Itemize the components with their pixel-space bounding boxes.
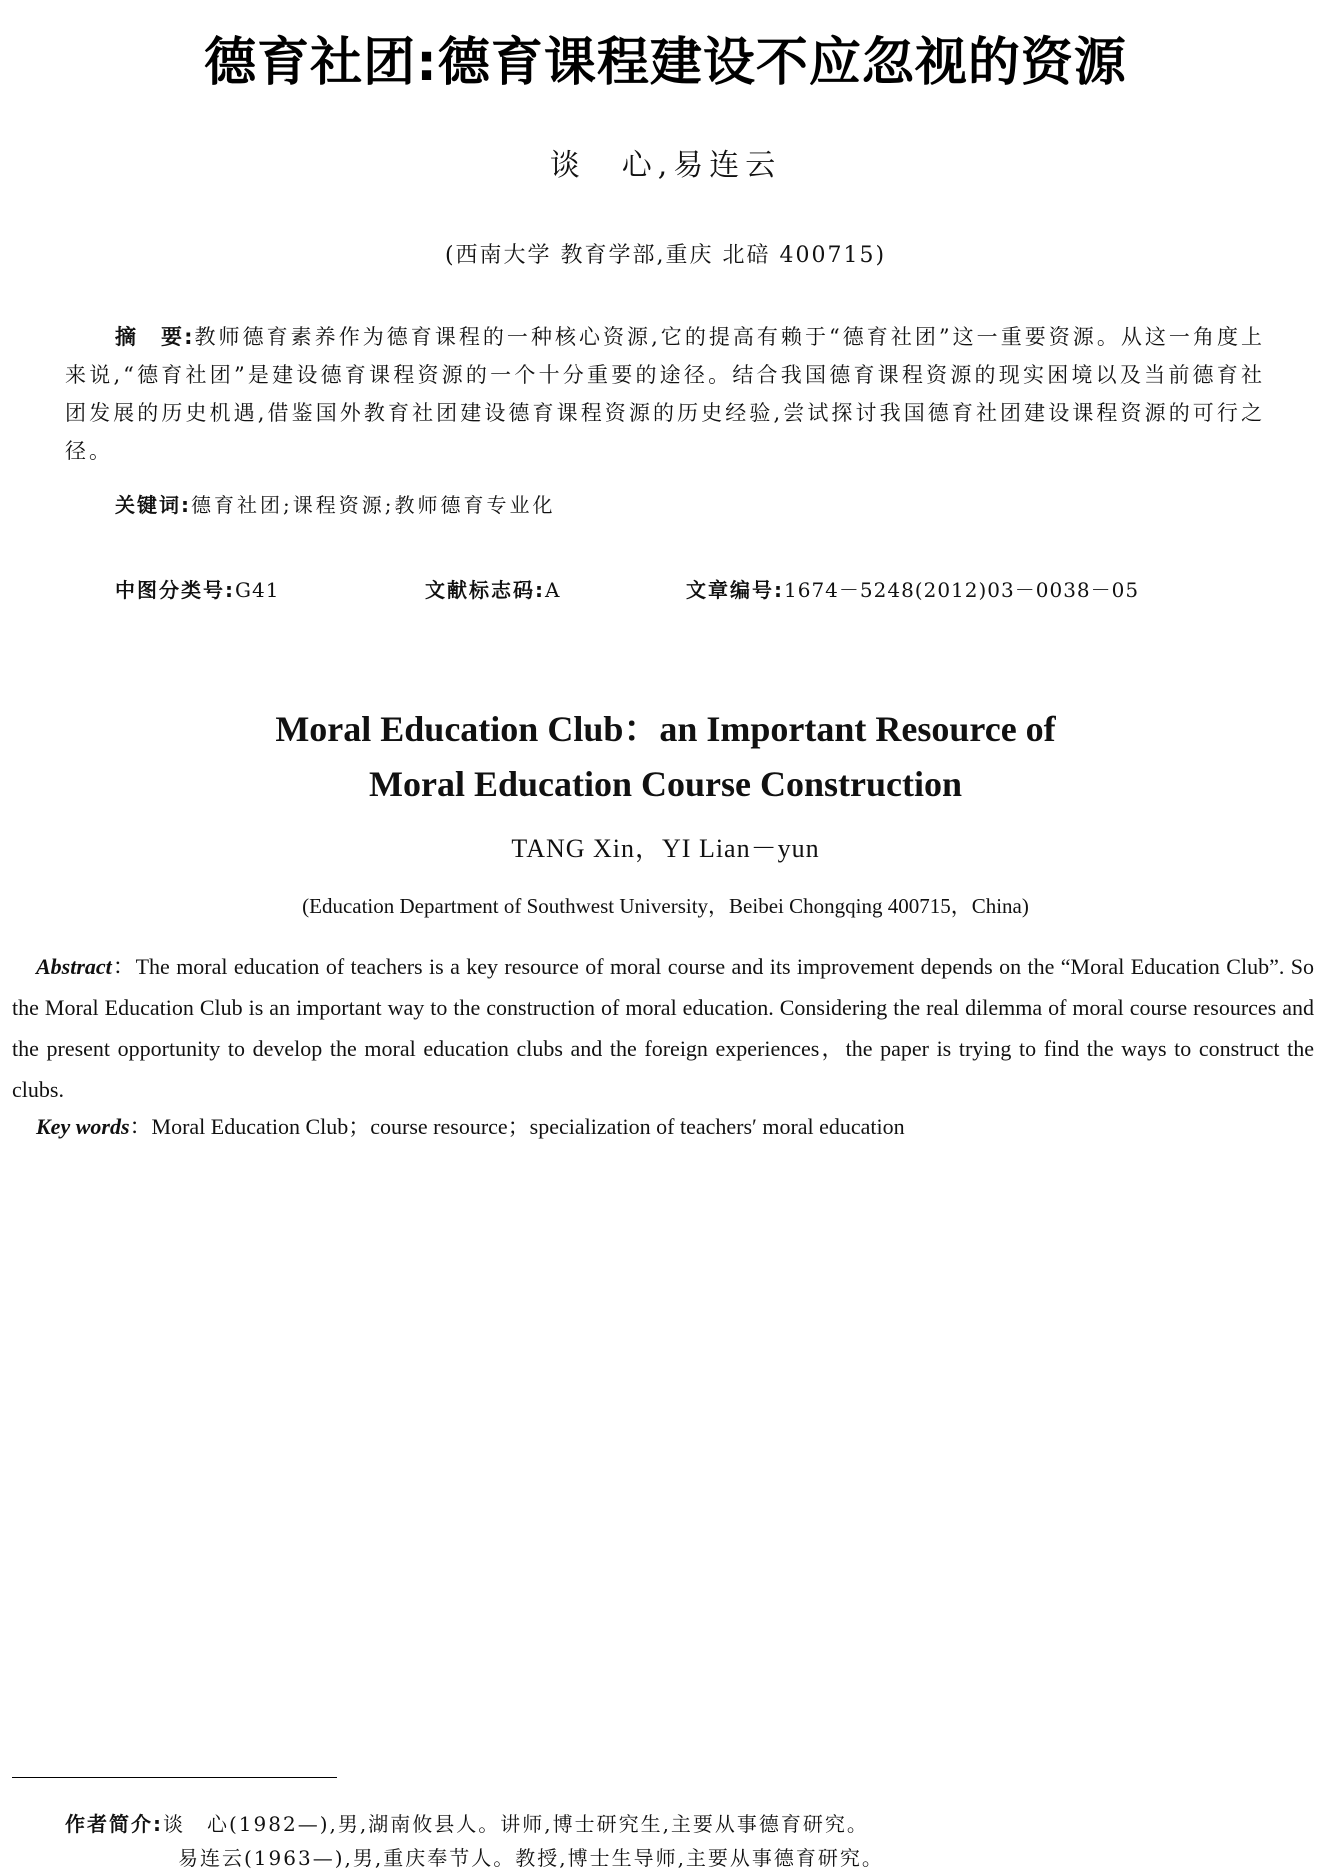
chinese-abstract-text: 教师德育素养作为德育课程的一种核心资源,它的提高有赖于“德育社团”这一重要资源。从这一角度上来说,“德育社团”是建设德育课程资源的一个十分重要的途径。结合我国德育课程资源的现实困境以及当前德育社团发展的历史机遇,借鉴国外教育社团建设德育课程资源的历史经验,尝试探讨我国德育社团建设课程资源的可行之径。 xyxy=(65,325,1265,463)
english-abstract xyxy=(12,946,1314,1110)
english-abstract-colon: ： xyxy=(111,954,136,979)
english-keywords xyxy=(36,1110,1316,1141)
doc-code-value: A xyxy=(545,578,561,602)
article-number-label: 文章编号: xyxy=(686,578,784,602)
english-keywords-colon: ： xyxy=(129,1114,152,1139)
english-abstract-label: Abstract xyxy=(36,954,112,979)
chinese-keywords-text: 德育社团;课程资源;教师德育专业化 xyxy=(191,493,556,517)
clc-label: 中图分类号: xyxy=(115,578,235,602)
doc-code-label: 文献标志码: xyxy=(425,578,545,602)
chinese-abstract-label: 摘 要: xyxy=(115,325,195,349)
document-code xyxy=(425,574,560,603)
chinese-affiliation: (西南大学 教育学部,重庆 北碚 400715) xyxy=(444,243,887,268)
footnote-divider xyxy=(12,1777,337,1778)
english-title xyxy=(0,702,1331,812)
english-authors: TANG Xin，YI Lian－yun xyxy=(511,834,820,863)
english-title-line-1: Moral Education Club：an Important Resource of xyxy=(275,709,1056,749)
english-abstract-text: The moral education of teachers is a key resource of moral course and its improvement depends on the “Moral Education Club”. So the Moral Education Club is an important way to the construction of moral education. Considering the real dilemma of moral course resources and the present opportunity to develop the moral education clubs and the foreign experiences，the paper is trying to find the ways to construct the clubs. xyxy=(12,954,1314,1102)
chinese-keywords xyxy=(115,489,1265,518)
chinese-keywords-label: 关键词: xyxy=(115,493,191,517)
english-keywords-label: Key words xyxy=(36,1114,130,1139)
chinese-title: 德育社团:德育课程建设不应忽视的资源 xyxy=(204,33,1127,93)
english-keywords-text: Moral Education Club；course resource；specialization of teachers′ moral education xyxy=(151,1114,905,1139)
footnote-author-1-text: 谈 心(1982—),男,湖南攸县人。讲师,博士研究生,主要从事德育研究。 xyxy=(163,1812,869,1836)
english-title-line-2: Moral Education Course Construction xyxy=(369,764,962,804)
chinese-authors: 谈 心,易连云 xyxy=(549,148,782,183)
classification-line xyxy=(0,574,1331,604)
footnote-author-1 xyxy=(65,1808,1265,1837)
footnote-author-2: 易连云(1963—),男,重庆奉节人。教授,博士生导师,主要从事德育研究。 xyxy=(178,1846,884,1870)
article-number xyxy=(686,574,1139,603)
english-affiliation: (Education Department of Southwest University，Beibei Chongqing 400715，China) xyxy=(302,894,1029,918)
clc-value: G41 xyxy=(235,578,280,602)
footnote-label: 作者简介: xyxy=(65,1812,163,1836)
article-number-value: 1674－5248(2012)03－0038－05 xyxy=(784,578,1140,602)
clc-number xyxy=(115,574,279,603)
chinese-abstract xyxy=(65,318,1265,470)
